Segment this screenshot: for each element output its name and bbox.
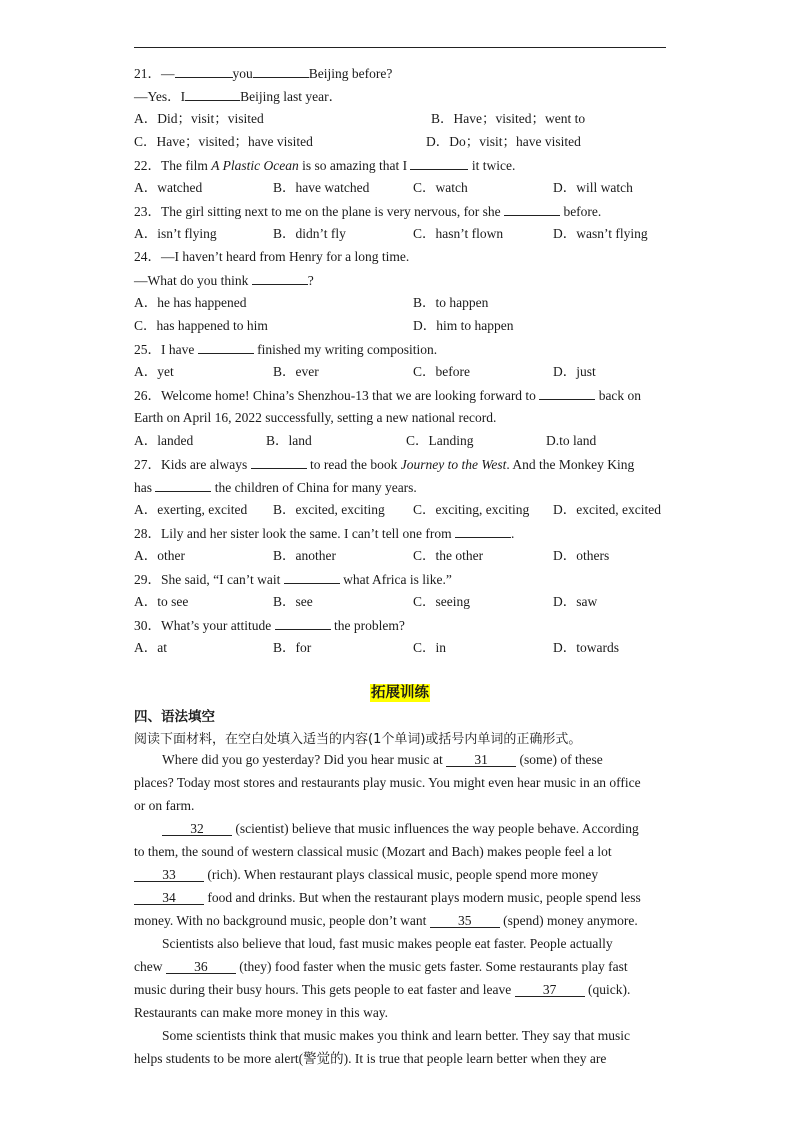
- option-c: C．watch: [413, 180, 468, 195]
- option-d: D．wasn’t flying: [553, 226, 648, 241]
- blank-36[interactable]: 36: [166, 961, 236, 974]
- option-c: C．in: [413, 640, 447, 655]
- option-a: A．at: [134, 640, 167, 655]
- option-c: C．before: [413, 364, 470, 379]
- answer-blank[interactable]: [504, 203, 560, 216]
- option-d: D．towards: [553, 640, 619, 655]
- blank-35[interactable]: 35: [430, 915, 500, 928]
- option-d: D．excited, excited: [553, 502, 661, 517]
- instruction-text: 阅读下面材料，在空白处填入适当的内容(1个单词)或括号内单词的正确形式。: [134, 732, 582, 747]
- option-a: A．Did；visit；visited: [134, 111, 264, 126]
- question-27: 27．Kids are always to read the book Journey to the West. And the Monkey King: [134, 457, 635, 472]
- question-23: 23．The girl sitting next to me on the plane is very nervous, for she before.: [134, 204, 602, 219]
- option-b: B．for: [273, 640, 312, 655]
- option-d: D．others: [553, 548, 610, 563]
- option-a: A．watched: [134, 180, 203, 195]
- question-24-reply: —What do you think ?: [134, 273, 314, 288]
- option-d: D．him to happen: [413, 318, 514, 333]
- answer-blank[interactable]: [410, 157, 468, 170]
- answer-blank[interactable]: [284, 571, 340, 584]
- option-b: B．excited, exciting: [273, 502, 385, 517]
- option-d: D．will watch: [553, 180, 633, 195]
- blank-34[interactable]: 34: [134, 892, 204, 905]
- answer-blank[interactable]: [251, 456, 307, 469]
- option-c: C．has happened to him: [134, 318, 268, 333]
- option-c: C．the other: [413, 548, 484, 563]
- header-rule: [134, 47, 666, 48]
- option-c: C．Landing: [406, 433, 474, 448]
- option-a: A．yet: [134, 364, 174, 379]
- answer-blank[interactable]: [539, 387, 595, 400]
- option-c: C．hasn’t flown: [413, 226, 504, 241]
- answer-blank[interactable]: [275, 617, 331, 630]
- option-a: A．landed: [134, 433, 194, 448]
- option-b: B．land: [266, 433, 312, 448]
- option-b: B．to happen: [413, 295, 489, 310]
- option-c: C．exciting, exciting: [413, 502, 530, 517]
- question-26-line2: Earth on April 16, 2022 successfully, setting a new national record.: [134, 410, 497, 425]
- option-b: B．another: [273, 548, 336, 563]
- question-24: 24．—I haven’t heard from Henry for a long time.: [134, 249, 410, 264]
- question-27-line2: has the children of China for many years.: [134, 480, 417, 495]
- option-d: D.to land: [546, 433, 597, 448]
- blank-32[interactable]: 32: [162, 823, 232, 836]
- grammar-fill-section-title: 四、语法填空: [134, 709, 215, 725]
- option-c: C．seeing: [413, 594, 470, 609]
- section-heading-highlight: [0, 681, 800, 702]
- option-a: A．to see: [134, 594, 189, 609]
- question-25: 25．I have finished my writing composition.: [134, 342, 438, 357]
- option-b: B．see: [273, 594, 313, 609]
- answer-blank[interactable]: [175, 65, 233, 78]
- blank-31[interactable]: 31: [446, 754, 516, 767]
- question-28: 28．Lily and her sister look the same. I can’t tell one from .: [134, 526, 515, 541]
- answer-blank[interactable]: [253, 65, 309, 78]
- option-d: D．just: [553, 364, 596, 379]
- question-30: 30．What’s your attitude the problem?: [134, 618, 405, 633]
- extension-training-heading: 拓展训练: [371, 685, 429, 701]
- option-b: B．have watched: [273, 180, 370, 195]
- option-b: B．ever: [273, 364, 319, 379]
- question-29: 29．She said, “I can’t wait what Africa is like.”: [134, 572, 452, 587]
- option-a: A．other: [134, 548, 185, 563]
- answer-blank[interactable]: [185, 88, 240, 101]
- answer-blank[interactable]: [252, 272, 308, 285]
- film-title: A Plastic Ocean: [211, 158, 299, 173]
- book-title: Journey to the West: [400, 457, 507, 472]
- option-a: A．he has happened: [134, 295, 247, 310]
- answer-blank[interactable]: [198, 341, 254, 354]
- answer-blank[interactable]: [455, 525, 511, 538]
- question-22: 22．The film A Plastic Ocean is so amazing that I it twice.: [134, 158, 516, 173]
- option-d: D．Do；visit；have visited: [426, 134, 581, 149]
- question-26: 26．Welcome home! China’s Shenzhou-13 that we are looking forward to back on: [134, 388, 642, 403]
- answer-blank[interactable]: [155, 479, 211, 492]
- blank-37[interactable]: 37: [515, 984, 585, 997]
- option-a: A．exerting, excited: [134, 502, 248, 517]
- option-d: D．saw: [553, 594, 598, 609]
- question-21-reply: —Yes．I Beijing last year．: [134, 89, 343, 104]
- question-21: 21．— you Beijing before?: [134, 66, 393, 81]
- option-a: A．isn’t flying: [134, 226, 217, 241]
- option-b: B．didn’t fly: [273, 226, 346, 241]
- option-b: B．Have；visited；went to: [431, 111, 586, 126]
- blank-33[interactable]: 33: [134, 869, 204, 882]
- option-c: C．Have；visited；have visited: [134, 134, 313, 149]
- passage-paragraph: Where did you go yesterday? Did you hear music at 31 (some) of these places? Today most stores and restaurants play music. You might even hear music in an office or on farm. 32 (scientist) believe that music influences the way people behave. According to them, the sound of western classical music (Mozart and Bach) makes people feel a lot 33 (rich). When restaurant plays classical music, people spend more money 34 food and drinks. But when the restaurant plays modern music, people spend less money. With no background music, people don’t want 35 (spend) money anymore. Scientists also believe that loud, fast music makes people eat faster. People actually chew 36 (they) food faster when the music gets faster. Some restaurants play fast music during their busy hours. This gets people to eat faster and leave 37 (quick). Restaurants can make more money in this way. Some scientists think that music makes you think and learn better. They say that music helps students to be more alert(警觉的). It is true that people learn better when they are: [134, 752, 641, 1066]
